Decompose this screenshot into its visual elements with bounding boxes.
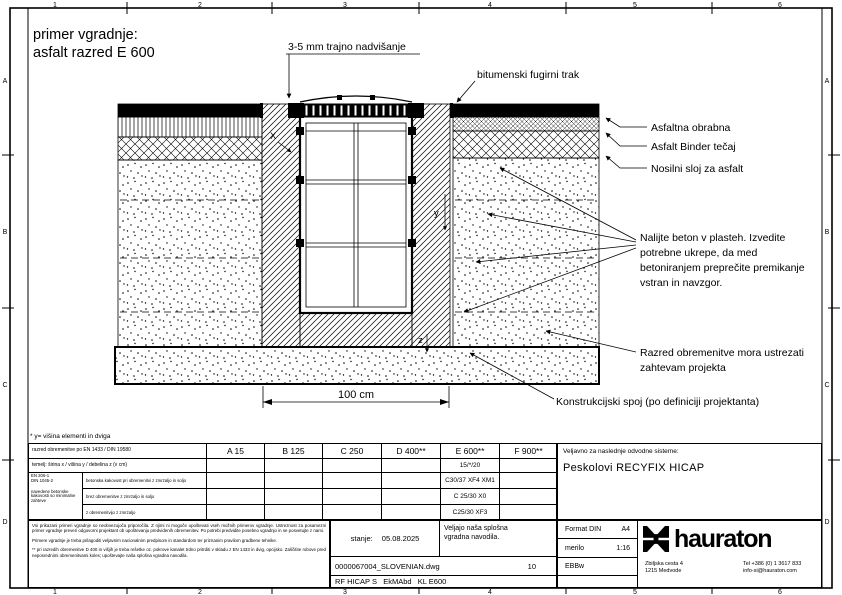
- callout-beton-2: potrebne ukrepe, da med: [640, 247, 758, 259]
- cell-empty: [500, 459, 558, 473]
- drawing-code: EBBw: [565, 563, 585, 570]
- marker-z: z: [418, 335, 423, 346]
- disclaimer-p2: Primere vgradnje je treba prilagoditi veljavnim nacionalnim predpisom in standardom ter priznanim pravilom gradbene tehnike.: [32, 537, 278, 543]
- cell-empty: [323, 505, 382, 521]
- note-line2: vgradna navodila.: [444, 534, 500, 541]
- file-row: [330, 556, 557, 576]
- col-label: 6: [778, 589, 782, 595]
- cell-empty: [265, 473, 323, 489]
- doc-code-row: [330, 575, 557, 588]
- class-f900: F 900**: [500, 444, 558, 459]
- row-label: C: [2, 382, 8, 389]
- company-email: info-si@hauraton.com: [743, 567, 797, 574]
- class-d400: D 400**: [382, 444, 441, 459]
- row-label: B: [824, 229, 830, 236]
- load-class-table: [28, 443, 557, 520]
- concrete-row3-label: z obremenitvijo z zmrzaljo: [83, 505, 207, 521]
- empty-row: [557, 575, 638, 588]
- cell-empty: [265, 459, 323, 473]
- cell-empty: [500, 489, 558, 505]
- format-value: A4: [621, 526, 630, 533]
- systems-box: [557, 443, 822, 520]
- cell-empty: [382, 473, 441, 489]
- callout-beton-4: vstran in navzgor.: [640, 277, 723, 289]
- row-label: D: [824, 519, 830, 526]
- format-label: Format DIN: [565, 526, 602, 533]
- systems-value: Peskolovi RECYFIX HICAP: [563, 462, 705, 474]
- title-line2: asfalt razred E 600: [33, 45, 155, 61]
- address-line2: 1215 Medvode: [645, 567, 682, 574]
- cell-empty: [500, 505, 558, 521]
- dimensions-value: 15/*/20: [441, 459, 500, 473]
- company-name: hauraton: [674, 525, 772, 553]
- class-a15: A 15: [207, 444, 265, 459]
- class-e600: E 600**: [441, 444, 500, 459]
- col-label: 4: [488, 2, 492, 9]
- class-c250: C 250: [323, 444, 382, 459]
- callout-spoj: Konstrukcijski spoj (po definiciji projektanta): [556, 396, 760, 408]
- scale-value: 1:16: [616, 544, 630, 552]
- col-label: 4: [488, 589, 492, 595]
- col-label: 2: [198, 2, 202, 9]
- systems-heading: Veljavno za naslednje odvodne sisteme:: [563, 448, 679, 455]
- cell-empty: [382, 505, 441, 521]
- scale-label: merilo: [565, 544, 585, 552]
- company-address: [645, 561, 683, 574]
- cell-empty: [207, 505, 265, 521]
- row-label: A: [824, 78, 830, 85]
- foundation-slab: [115, 347, 599, 384]
- cell-empty: [323, 473, 382, 489]
- load-class-label: razred obremenitve po EN 1433 / DIN 19580: [29, 444, 207, 459]
- drawing-title: [33, 27, 155, 61]
- company-contact: [743, 561, 801, 574]
- cover-grating: [288, 95, 424, 118]
- hauraton-logo-icon: [643, 526, 669, 552]
- disclaimer-box: [28, 520, 330, 588]
- cell-empty: [323, 459, 382, 473]
- file-name: 0000067004_SLOVENIAN.dwg: [335, 561, 440, 571]
- joint-tape-right: [450, 103, 453, 118]
- concrete-row1-label: betonska kakovost pri obremenitvi z zmrzaljo in soljo: [83, 473, 207, 489]
- row-label: D: [2, 519, 8, 526]
- concrete-norm-cell: [29, 473, 83, 521]
- col-label: 2: [198, 589, 202, 595]
- dimensions-label: temelj: širina x / višina y / debelina z (v cm): [29, 459, 207, 473]
- disclaimer-p1: Vsi prikazani primeri vgradnje so neobvezujoča priporočila. Z njimi ni mogoče upoštevati vseh možnih primerov vgradnje. Ustreznost za posamezni primer vgradnje preveri odgovorni projektant ob upoštevanju predvidenih obremenitev. Po potrebi predvidite posebno vgradnjo in se posvetujte z nami.: [32, 523, 326, 534]
- col-label: 3: [343, 2, 347, 9]
- note-line1: Veljajo naša splošna: [444, 525, 508, 532]
- cell-empty: [265, 489, 323, 505]
- scale-row: [557, 538, 638, 558]
- format-row: [557, 520, 638, 539]
- cell-empty: [382, 459, 441, 473]
- address-line1: Zbiljska cesta 4: [645, 561, 683, 567]
- callout-beton-3: betoniranjem preprečite premikanje: [640, 262, 805, 274]
- col-label: 5: [633, 2, 637, 9]
- callout-beton-1: Nalijte beton v plasteh. Izvedite: [640, 232, 786, 244]
- dimension-text: 100 cm: [337, 389, 375, 401]
- col-label: 1: [53, 589, 57, 595]
- status-date: 05.08.2025: [381, 534, 420, 543]
- cell-empty: [207, 459, 265, 473]
- company-logo: [643, 526, 771, 552]
- pavement-right: [453, 104, 599, 347]
- row-label: A: [2, 78, 8, 85]
- row-label: C: [824, 382, 830, 389]
- marker-x: X: [270, 131, 277, 142]
- status-cell: [330, 520, 440, 557]
- cell-empty: [207, 473, 265, 489]
- cell-empty: [382, 489, 441, 505]
- callout-fugirni-trak: bitumenski fugirni trak: [477, 69, 580, 81]
- company-phone: Tel +386 (0) 1 3617 833: [743, 561, 802, 567]
- footnote: * y= višina elementi in dviga: [30, 433, 111, 440]
- sheet-number: 10: [527, 561, 536, 571]
- code-row: [557, 557, 638, 576]
- concrete-row2-value: C 25/30 X0: [441, 489, 500, 505]
- norm-line1: EN 206-1: [31, 473, 50, 478]
- callout-binder: Asfalt Binder tečaj: [651, 141, 736, 153]
- cell-empty: [500, 473, 558, 489]
- channel-body: [296, 116, 416, 313]
- note-cell: [439, 520, 557, 557]
- callout-nadvisanje: 3-5 mm trajno nadvišanje: [288, 41, 406, 53]
- col-label: 6: [778, 2, 782, 9]
- disclaimer-p3: ** pri razredih obremenitve D 400 in višjih je treba rešetke oz. pokrove kanalet trdno pritrditi v skladu z EN 1433 in dvig, opcijsko. Zaščitite robove pred neposrednimi obremenitvami koles; upoštevajte naša splošna vgradna navodila.: [32, 547, 326, 558]
- col-label: 3: [343, 589, 347, 595]
- callout-razred-2: zahtevam projekta: [640, 362, 726, 374]
- col-label: 1: [53, 2, 57, 9]
- class-b125: B 125: [265, 444, 323, 459]
- norm-note: navedene betonske kakovosti so minimalne zahteve: [31, 488, 76, 504]
- norm-line2: DIN 1045-2: [31, 477, 53, 483]
- callout-razred-1: Razred obremenitve mora ustrezati: [640, 347, 804, 359]
- concrete-row3-value: C25/30 XF3: [441, 505, 500, 521]
- cell-empty: [207, 489, 265, 505]
- company-block: [637, 520, 822, 588]
- concrete-row1-value: C30/37 XF4 XM1: [441, 473, 500, 489]
- marker-y: y: [434, 208, 439, 219]
- cell-empty: [323, 489, 382, 505]
- row-label: B: [2, 229, 8, 236]
- concrete-row2-label: brez obremenitve z zmrzaljo in soljo: [83, 489, 207, 505]
- col-label: 5: [633, 589, 637, 595]
- callout-nosilni: Nosilni sloj za asfalt: [651, 163, 744, 175]
- cell-empty: [265, 505, 323, 521]
- doc-code: RF HICAP S EkMAbd KL E600: [335, 577, 447, 586]
- title-line1: primer vgradnje:: [33, 27, 138, 43]
- pavement-left: [118, 104, 262, 347]
- status-label: stanje:: [350, 534, 373, 543]
- callout-obrabna: Asfaltna obrabna: [651, 122, 731, 134]
